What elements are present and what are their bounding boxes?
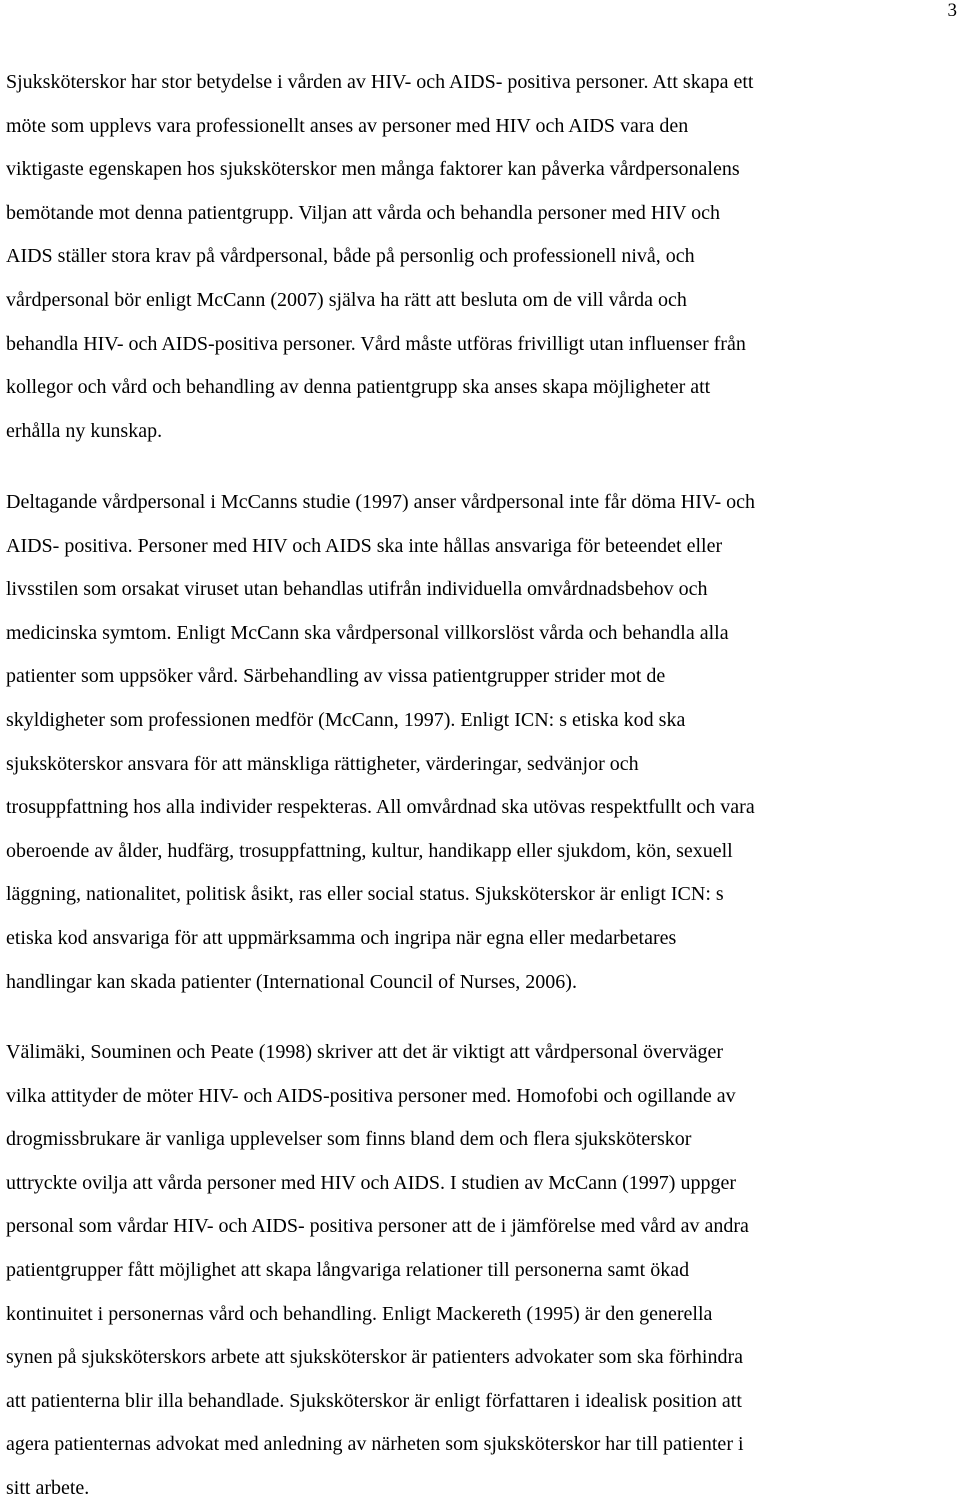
text-line: Sjuksköterskor har stor betydelse i vården av HIV- och AIDS- positiva personer. Att skapa ett [6, 71, 754, 93]
text-line: behandla HIV- och AIDS-positiva personer. Vård måste utföras frivilligt utan influenser från [6, 332, 746, 355]
text-line: vårdpersonal bör enligt McCann (2007) själva ha rätt att besluta om de vill vårda och [6, 288, 687, 311]
text-line: Deltagande vårdpersonal i McCanns studie (1997) anser vårdpersonal inte får döma HIV- och [6, 491, 756, 513]
text-line: personal som vårdar HIV- och AIDS- positiva personer att de i jämförelse med vård av andra [6, 1215, 749, 1238]
text-line: drogmissbrukare är vanliga upplevelser som finns bland dem och flera sjuksköterskor [6, 1128, 692, 1151]
text-line: kollegor och vård och behandling av denna patientgrupp ska anses skapa möjligheter att [6, 376, 711, 399]
text-line: handlingar kan skada patienter (International Council of Nurses, 2006). [6, 970, 577, 993]
text-line: bemötande mot denna patientgrupp. Viljan att vårda och behandla personer med HIV och [6, 201, 720, 224]
paragraph [6, 481, 960, 1004]
text-line: att patienterna blir illa behandlade. Sjuksköterskor är enligt författaren i idealisk position att [6, 1389, 742, 1412]
text-line: skyldigheter som professionen medför (McCann, 1997). Enligt ICN: s etiska kod ska [6, 708, 686, 731]
text-line: sitt arbete. [6, 1476, 90, 1499]
text-line: agera patienternas advokat med anledning av närheten som sjuksköterskor har till patienter i [6, 1433, 744, 1456]
paragraph [6, 1031, 960, 1511]
text-line: Välimäki, Souminen och Peate (1998) skriver att det är viktigt att vårdpersonal överväger [6, 1041, 724, 1063]
text-line: AIDS- positiva. Personer med HIV och AIDS ska inte hållas ansvariga för beteendet eller [6, 534, 723, 557]
text-line: läggning, nationalitet, politisk åsikt, ras eller social status. Sjuksköterskor är enligt ICN: s [6, 883, 724, 906]
page-number: 3 [947, 0, 957, 21]
paragraph [6, 61, 960, 453]
text-line: AIDS ställer stora krav på vårdpersonal, både på personlig och professionell nivå, och [6, 245, 695, 268]
text-line: trosuppfattning hos alla individer respekteras. All omvårdnad ska utövas respektfullt och vara [6, 796, 755, 819]
text-line: vilka attityder de möter HIV- och AIDS-positiva personer med. Homofobi och ogillande av [6, 1084, 736, 1107]
text-line: synen på sjuksköterskors arbete att sjuksköterskor är patienters advokater som ska förhindra [6, 1346, 744, 1369]
text-line: livsstilen som orsakat viruset utan behandlas utifrån individuella omvårdnadsbehov och [6, 578, 708, 601]
text-line: möte som upplevs vara professionellt anses av personer med HIV och AIDS vara den [6, 114, 689, 137]
text-line: etiska kod ansvariga för att uppmärksamma och ingripa när egna eller medarbetares [6, 926, 677, 949]
text-line: oberoende av ålder, hudfärg, trosuppfattning, kultur, handikapp eller sjukdom, kön, sexuell [6, 839, 733, 862]
text-line: patientgrupper fått möjlighet att skapa långvariga relationer till personerna samt ökad [6, 1258, 690, 1281]
text-line: sjuksköterskor ansvara för att mänskliga rättigheter, värderingar, sedvänjor och [6, 752, 639, 775]
text-line: viktigaste egenskapen hos sjuksköterskor men många faktorer kan påverka vårdpersonalens [6, 158, 740, 181]
text-line: erhålla ny kunskap. [6, 419, 163, 442]
text-line: kontinuitet i personernas vård och behandling. Enligt Mackereth (1995) är den generella [6, 1302, 713, 1325]
text-line: medicinska symtom. Enligt McCann ska vårdpersonal villkorslöst vårda och behandla alla [6, 621, 729, 644]
text-line: uttryckte ovilja att vårda personer med HIV och AIDS. I studien av McCann (1997) uppger [6, 1171, 736, 1194]
text-line: patienter som uppsöker vård. Särbehandling av vissa patientgrupper strider mot de [6, 665, 666, 688]
